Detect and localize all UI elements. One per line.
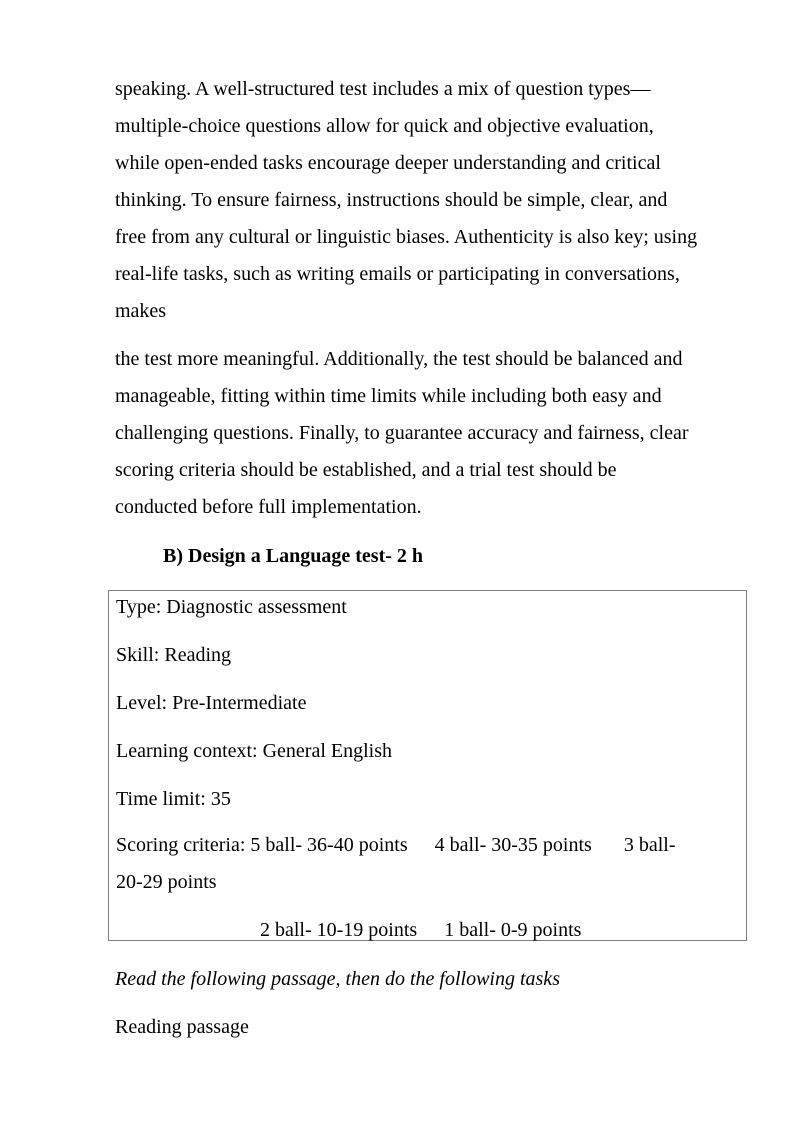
- test-level: Level: Pre-Intermediate: [116, 692, 307, 714]
- score-1-ball: 1 ball- 0-9 points: [444, 919, 582, 941]
- test-info-box: [108, 590, 747, 941]
- text-line: the test more meaningful. Additionally, the test should be balanced and: [115, 348, 683, 370]
- text-line: multiple-choice questions allow for quick and objective evaluation,: [115, 115, 654, 137]
- text-line: conducted before full implementation.: [115, 496, 422, 518]
- text-line: thinking. To ensure fairness, instructions should be simple, clear, and: [115, 189, 668, 211]
- score-3-ball: 3 ball-: [623, 834, 676, 856]
- paragraph-intro: [115, 71, 755, 330]
- text-line: speaking. A well-structured test includes a mix of question types—: [115, 78, 651, 100]
- score-4-ball: 4 ball- 30-35 points: [434, 834, 592, 856]
- text-line: manageable, fitting within time limits while including both easy and: [115, 385, 662, 407]
- section-heading: B) Design a Language test- 2 h: [163, 545, 424, 567]
- scoring-criteria-line-2: [260, 915, 581, 945]
- score-2-ball: 2 ball- 10-19 points: [260, 919, 418, 941]
- test-type: Type: Diagnostic assessment: [116, 596, 347, 618]
- task-instruction: Read the following passage, then do the following tasks: [115, 968, 560, 990]
- paragraph-continuation: [115, 341, 755, 526]
- scoring-label: Scoring criteria: 5 ball- 36-40 points: [116, 834, 408, 856]
- text-line: real-life tasks, such as writing emails or participating in conversations,: [115, 263, 680, 285]
- reading-passage-label: Reading passage: [115, 1016, 249, 1038]
- score-3-ball-range: 20-29 points: [116, 871, 217, 893]
- text-line: while open-ended tasks encourage deeper understanding and critical: [115, 152, 661, 174]
- text-line: challenging questions. Finally, to guarantee accuracy and fairness, clear: [115, 422, 689, 444]
- scoring-criteria-line: [116, 830, 675, 860]
- test-context: Learning context: General English: [116, 740, 393, 762]
- text-line: makes: [115, 300, 167, 322]
- text-line: free from any cultural or linguistic biases. Authenticity is also key; using: [115, 226, 698, 248]
- test-skill: Skill: Reading: [116, 644, 231, 666]
- test-time-limit: Time limit: 35: [116, 788, 231, 810]
- text-line: scoring criteria should be established, and a trial test should be: [115, 459, 617, 481]
